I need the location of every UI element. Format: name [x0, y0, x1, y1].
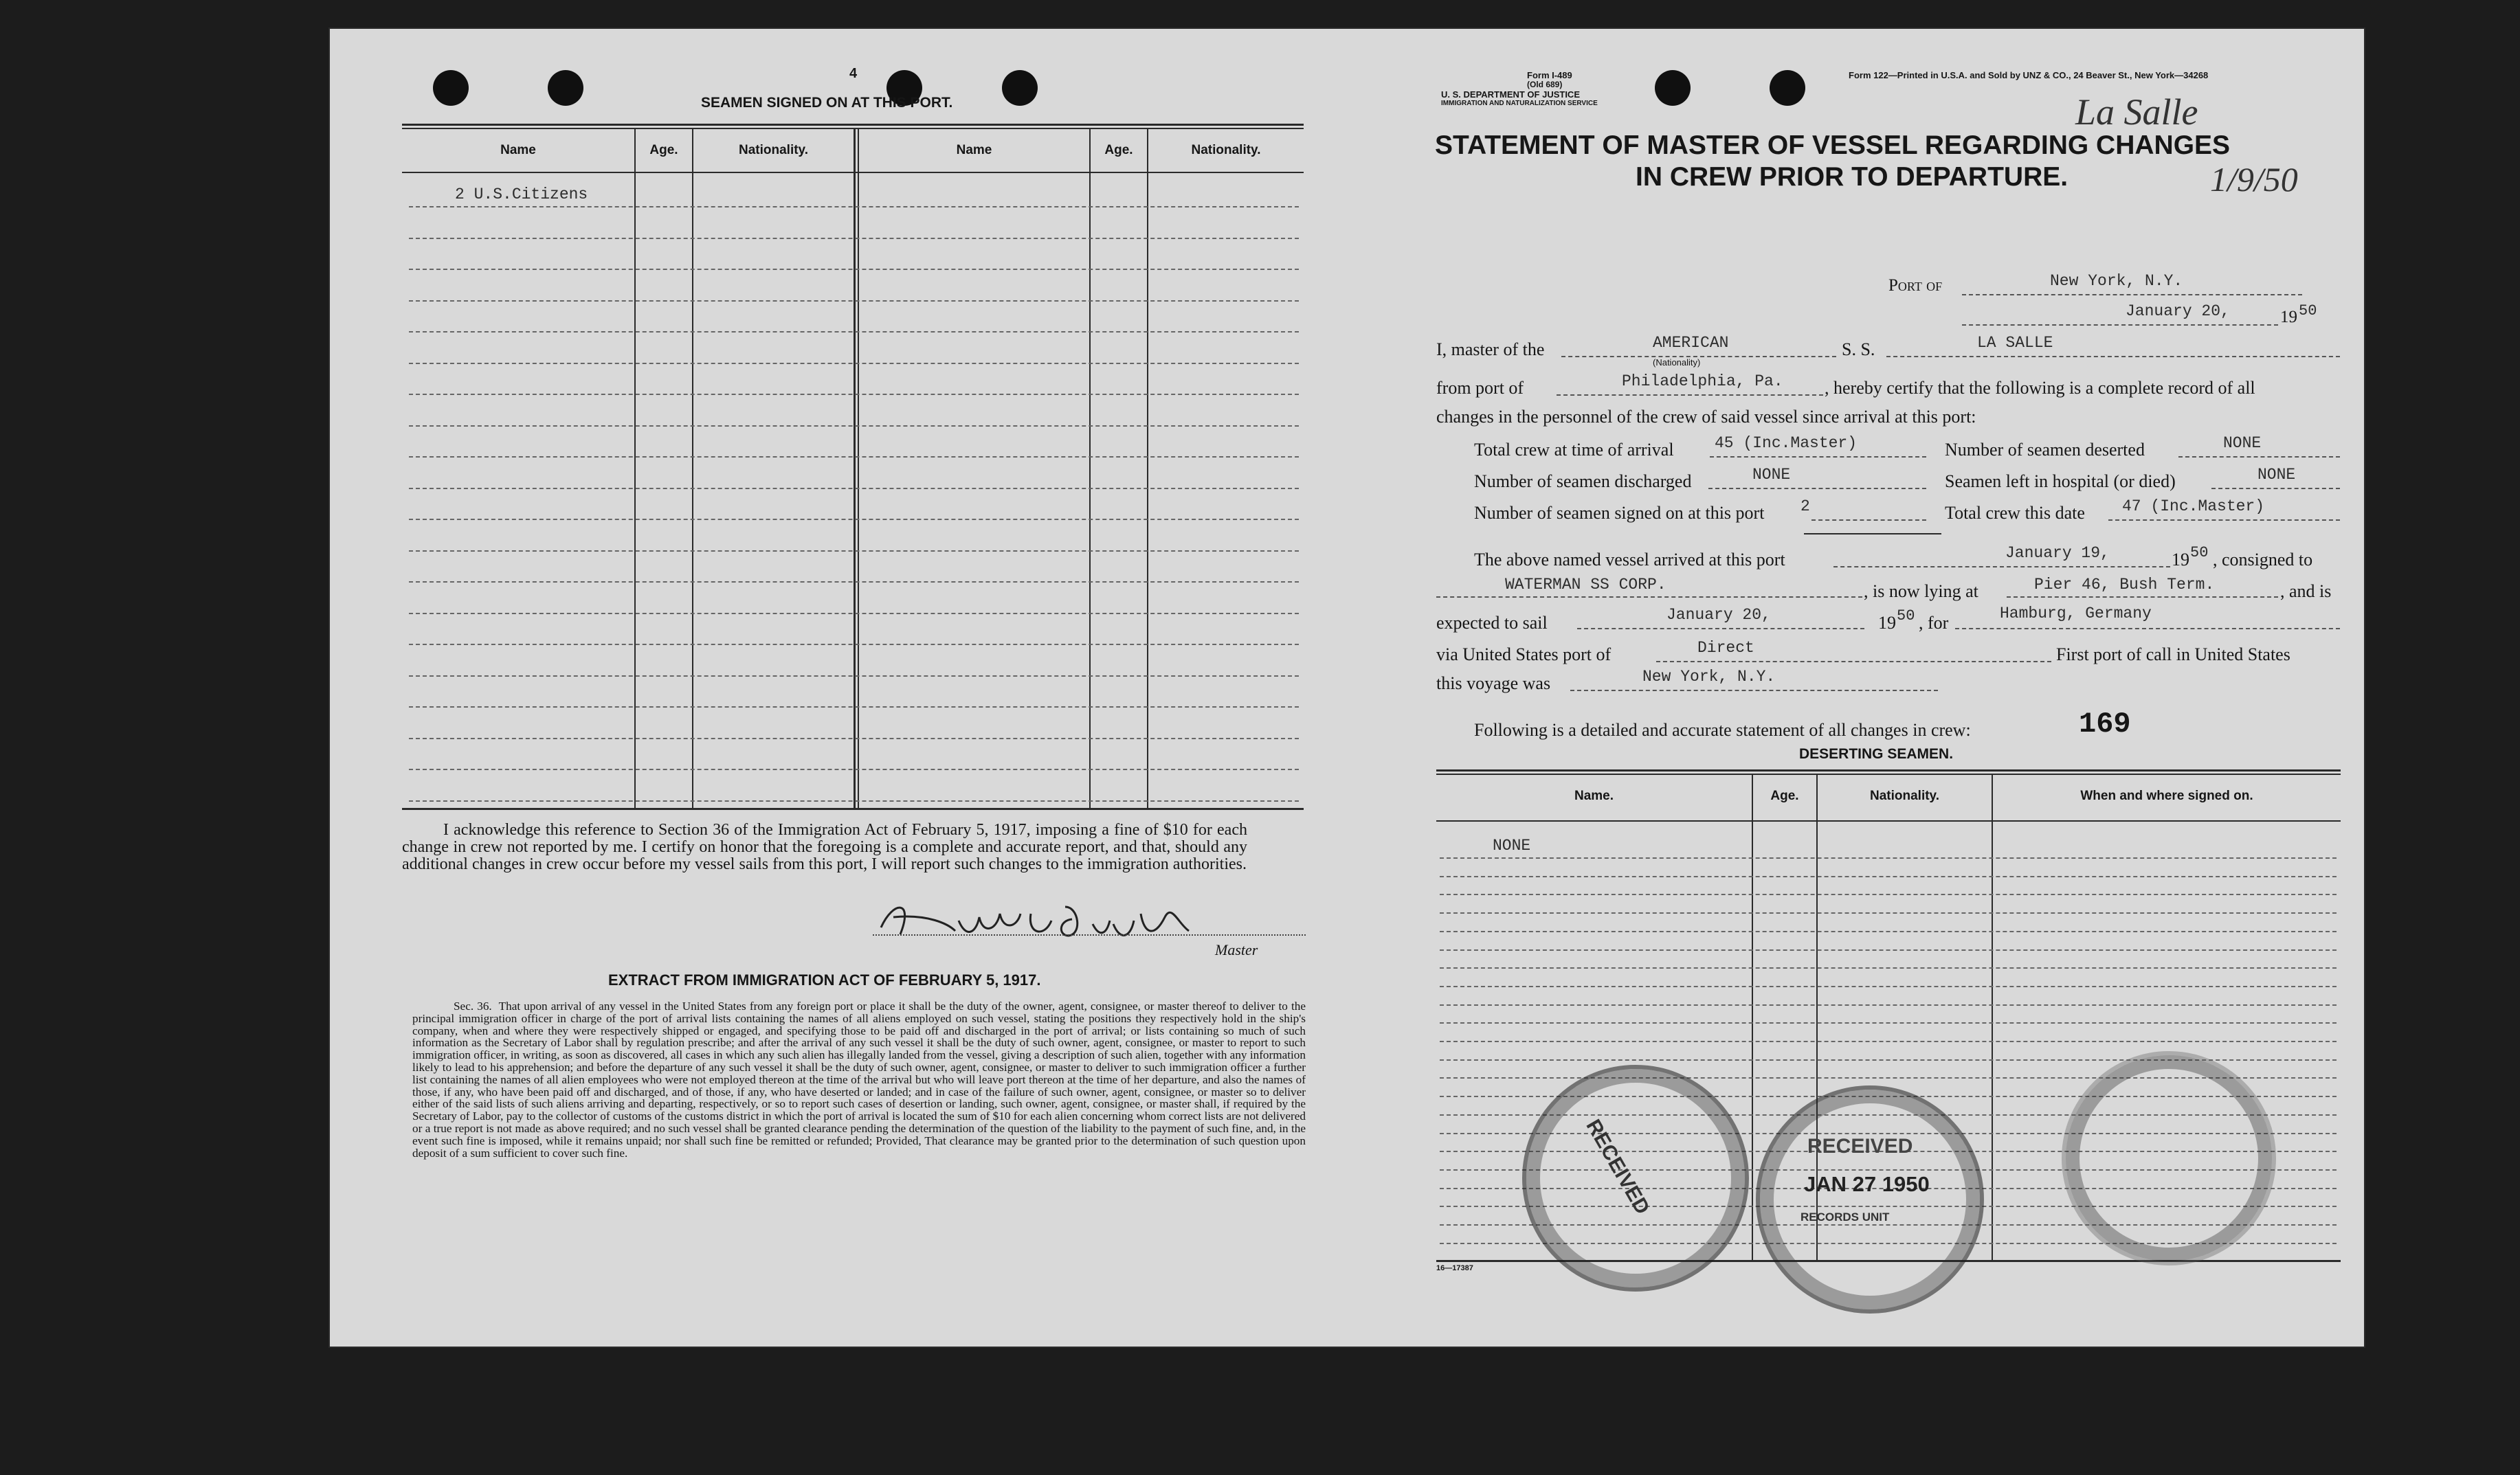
table-row-line [409, 238, 1299, 239]
for-label: , for [1919, 613, 1949, 633]
table-row-line [409, 363, 1299, 364]
via-port-value: Direct [1697, 639, 1754, 657]
stamp-date: JAN 27 1950 [1804, 1172, 1930, 1196]
fill-line [2178, 456, 2340, 458]
table-row-line [409, 206, 1299, 207]
stamp-received-text: RECEIVED [1581, 1116, 1654, 1219]
fill-line [1656, 661, 2051, 662]
divider [402, 172, 1304, 173]
hospital-value: NONE [2257, 466, 2296, 484]
table-row-line [409, 644, 1299, 645]
from-port-label: from port of [1436, 378, 1524, 398]
changes-text: changes in the personnel of the crew of said vessel since arrival at this port: [1436, 407, 1976, 427]
table-row-line [409, 394, 1299, 395]
following-label: Following is a detailed and accurate statement of all changes in crew: [1474, 720, 1971, 740]
ss-label: S. S. [1842, 339, 1875, 359]
table-row-line [1440, 1004, 2337, 1006]
form-title-line2: IN CREW PRIOR TO DEPARTURE. [1636, 162, 2069, 192]
total-crew-arrival-label: Total crew at time of arrival [1474, 440, 1674, 460]
table-row-line [1440, 894, 2337, 895]
divider [1436, 820, 2341, 822]
fill-line [1710, 456, 1926, 458]
port-of-label: Port of [1888, 276, 1943, 295]
master-of-label: I, master of the [1436, 339, 1545, 359]
table-row-line [409, 269, 1299, 270]
col-header-nationality: Nationality. [739, 143, 808, 157]
col-header-age: Age. [1104, 143, 1133, 157]
table-row-line [409, 425, 1299, 427]
total-crew-date-value: 47 (Inc.Master) [2122, 497, 2265, 515]
fill-line [1436, 596, 1862, 598]
arrived-date-value: January 19, [2005, 544, 2110, 562]
table-row-line [1440, 912, 2337, 914]
stamp-received-text-2: RECEIVED [1807, 1135, 1913, 1158]
fill-line [1962, 324, 2278, 326]
form-old-number: (Old 689) [1527, 80, 1563, 89]
printer-note: Form 122—Printed in U.S.A. and Sold by UNZ & CO., 24 Beaver St., New York—34268 [1849, 70, 2209, 80]
fill-line [1955, 628, 2340, 629]
fill-line [1962, 294, 2302, 295]
first-call-label: First port of call in United States [2056, 644, 2290, 664]
table-row-line [1440, 1041, 2337, 1042]
consignee-value: WATERMAN SS CORP. [1505, 576, 1666, 594]
arrived-year-prefix: 19 [2172, 550, 2189, 570]
form-number: Form I-489 [1527, 70, 1572, 80]
acknowledgement-text: I acknowledge this reference to Section 36 of the Immigration Act of February 5, 1917, imposing a fine of $10 for each change in crew not reported by me. I certify on honor that the foregoing is a complete and accurate report, and that, should any additional changes in crew occur before my vessel sails from this port, I will report such changes to the immigration authorities. [402, 821, 1247, 873]
voyage-label: this voyage was [1436, 673, 1551, 693]
arrived-year-suffix: 50 [2190, 544, 2209, 561]
records-unit-stamp [1756, 1085, 1984, 1314]
fill-line [1811, 519, 1926, 521]
divider [402, 124, 1304, 126]
table-cell-name: 2 U.S.Citizens [455, 185, 588, 203]
divider [402, 808, 1304, 810]
table-row-line [1440, 931, 2337, 932]
col-header-nationality: Nationality. [1870, 789, 1939, 803]
fill-line [1557, 394, 1823, 396]
table-row-line [409, 300, 1299, 302]
handwritten-date: 1/9/50 [2210, 160, 2298, 199]
total-crew-date-label: Total crew this date [1945, 503, 2085, 523]
nationality-value: AMERICAN [1653, 334, 1729, 352]
fill-line [1833, 566, 2170, 567]
via-label: via United States port of [1436, 644, 1612, 664]
table-row-line [1440, 967, 2337, 969]
sail-date-value: January 20, [1666, 606, 1771, 624]
col-header-name: Name. [1574, 789, 1614, 803]
discharged-label: Number of seamen discharged [1474, 471, 1692, 491]
certify-text: , hereby certify that the following is a complete record of all [1825, 378, 2255, 398]
nationality-caption: (Nationality) [1653, 357, 1701, 368]
punch-hole-icon [1770, 70, 1805, 106]
punch-hole-icon [1002, 70, 1038, 106]
table-row-line [409, 488, 1299, 489]
table-row-line [409, 738, 1299, 739]
table-row-line [409, 581, 1299, 583]
lying-label: , is now lying at [1864, 581, 1978, 601]
extract-body [412, 1000, 1306, 1159]
vessel-value: LA SALLE [1977, 334, 2053, 352]
department-name: U. S. DEPARTMENT OF JUSTICE [1441, 89, 1580, 100]
handwritten-vessel-name: La Salle [2075, 91, 2198, 133]
table-row-line [1440, 986, 2337, 987]
deserted-label: Number of seamen deserted [1945, 440, 2145, 460]
date-value: January 20, [2126, 302, 2230, 320]
master-label: Master [1215, 941, 1258, 958]
fill-line [2007, 596, 2278, 598]
table-row-line [409, 613, 1299, 614]
table-row-line [409, 800, 1299, 802]
extract-text: That upon arrival of any vessel in the United States from any foreign port or place it shall be the duty of the owner, agent, consignee, or master thereof to deliver to the principal immigration officer in charge of the port of arrival lists containing the names of all aliens employed on such vessel, stating the positions they respectively hold in the ship's company, when and where they were respectively shipped or engaged, and specifying those to be paid off and discharged in the port of arrival; or lists containing so much of such information as the Secretary of Labor shall by regulation prescribe; and after the arrival of any such vessel it shall be the duty of such owner, agent, consignee, or master to report to such immigration officer, in writing, as soon as discovered, all cases in which any such alien has illegally landed from the vessel, giving a description of such alien, together with any information likely to lead to his apprehension; and before the departure of any such vessel it shall be the duty of such owner, agent, consignee, or master to deliver to such immigration officer a further list containing the names of all alien employees who were not employed thereon at the time of the arrival but who will leave port thereon at the time of her departure, and also the names of those, if any, who have been paid off and discharged, and of those, if any, who have deserted or landed; and in case of the failure of such owner, agent, consignee, or master so to deliver either of the said lists of such aliens arriving and departing, respectively, or so to report such cases of desertion or landing, such owner, agent, consignee, or master shall, if required by the Secretary of Labor, pay to the collector of customs of the customs district in which the port of arrival is located the sum of $10 for each alien concerning whom correct lists are not delivered or a true report is not made as above required; and no such vessel shall be granted clearance pending the determination of the question of the liability to the payment of such fine, and, in the event such fine is imposed, while it remains unpaid; nor shall such fine be remitted or refunded; Provided, That clearance may be granted prior to the determination of such question upon deposit of a sum sufficient to cover such fine. [412, 1000, 1306, 1160]
year-suffix: 50 [2299, 302, 2317, 319]
divider [1436, 769, 2341, 772]
expected-label: expected to sail [1436, 613, 1548, 633]
divider [402, 128, 1304, 129]
deserting-title: DESERTING SEAMEN. [1799, 746, 1954, 762]
table-row-line [1440, 857, 2337, 859]
punch-hole-icon [433, 70, 469, 106]
consigned-label: , consigned to [2213, 550, 2313, 570]
table-row-line [409, 519, 1299, 520]
lying-at-value: Pier 46, Bush Term. [2034, 576, 2215, 594]
col-header-name: Name [500, 143, 536, 157]
table-row-line [1440, 876, 2337, 877]
divider [1436, 774, 2341, 775]
voyage-port-value: New York, N.Y. [1642, 668, 1776, 686]
signed-on-label: Number of seamen signed on at this port [1474, 503, 1765, 523]
table-row-line [1440, 1022, 2337, 1024]
page-number: 4 [849, 66, 858, 81]
faint-seal-stamp [2062, 1051, 2276, 1265]
left-table-title: SEAMEN SIGNED ON AT THIS PORT. [701, 95, 953, 111]
table-row-line [409, 675, 1299, 677]
table-cell-name: NONE [1493, 837, 1531, 855]
col-header-signed-on: When and where signed on. [2080, 789, 2253, 803]
punch-hole-icon [548, 70, 583, 106]
col-header-age: Age. [649, 143, 678, 157]
table-row-line [409, 550, 1299, 552]
port-of-value: New York, N.Y. [2050, 272, 2183, 290]
discharged-value: NONE [1752, 466, 1791, 484]
service-name: IMMIGRATION AND NATURALIZATION SERVICE [1441, 100, 1598, 107]
destination-value: Hamburg, Germany [2000, 605, 2152, 622]
master-signature [873, 893, 1216, 948]
year-prefix: 19 [2280, 308, 2297, 326]
total-crew-arrival-value: 45 (Inc.Master) [1715, 434, 1858, 452]
form-title-line1: STATEMENT OF MASTER OF VESSEL REGARDING CHANGES [1435, 131, 2231, 160]
sail-year-prefix: 19 [1878, 613, 1896, 633]
fill-line [1577, 628, 1864, 629]
fill-line [1708, 488, 1926, 489]
hospital-label: Seamen left in hospital (or died) [1945, 471, 2176, 491]
punch-hole-icon [1655, 70, 1691, 106]
stamp-unit: RECORDS UNIT [1800, 1211, 1890, 1224]
table-row-line [409, 769, 1299, 770]
table-row-line [409, 331, 1299, 333]
divider [1804, 533, 1941, 534]
signature-line [873, 934, 1306, 936]
fill-line [1886, 356, 2340, 357]
col-header-name: Name [956, 143, 992, 157]
fill-line [2211, 488, 2340, 489]
signed-on-value: 2 [1800, 497, 1810, 515]
changes-count: 169 [2079, 708, 2131, 741]
extract-title: EXTRACT FROM IMMIGRATION ACT OF FEBRUARY 5, 1917. [608, 971, 1041, 989]
form-code: 16—17387 [1436, 1264, 1473, 1272]
table-row-line [409, 706, 1299, 708]
from-port-value: Philadelphia, Pa. [1622, 372, 1783, 390]
table-row-line [409, 456, 1299, 458]
deserted-value: NONE [2223, 434, 2262, 452]
fill-line [1570, 690, 1938, 691]
extract-section-label: Sec. 36. [454, 1000, 492, 1013]
fill-line [2108, 519, 2340, 521]
col-header-nationality: Nationality. [1191, 143, 1261, 157]
col-header-age: Age. [1770, 789, 1799, 803]
table-row-line [1440, 949, 2337, 951]
and-is-label: , and is [2280, 581, 2332, 601]
arrived-label: The above named vessel arrived at this port [1474, 550, 1785, 570]
sail-year-suffix: 50 [1897, 607, 1915, 624]
